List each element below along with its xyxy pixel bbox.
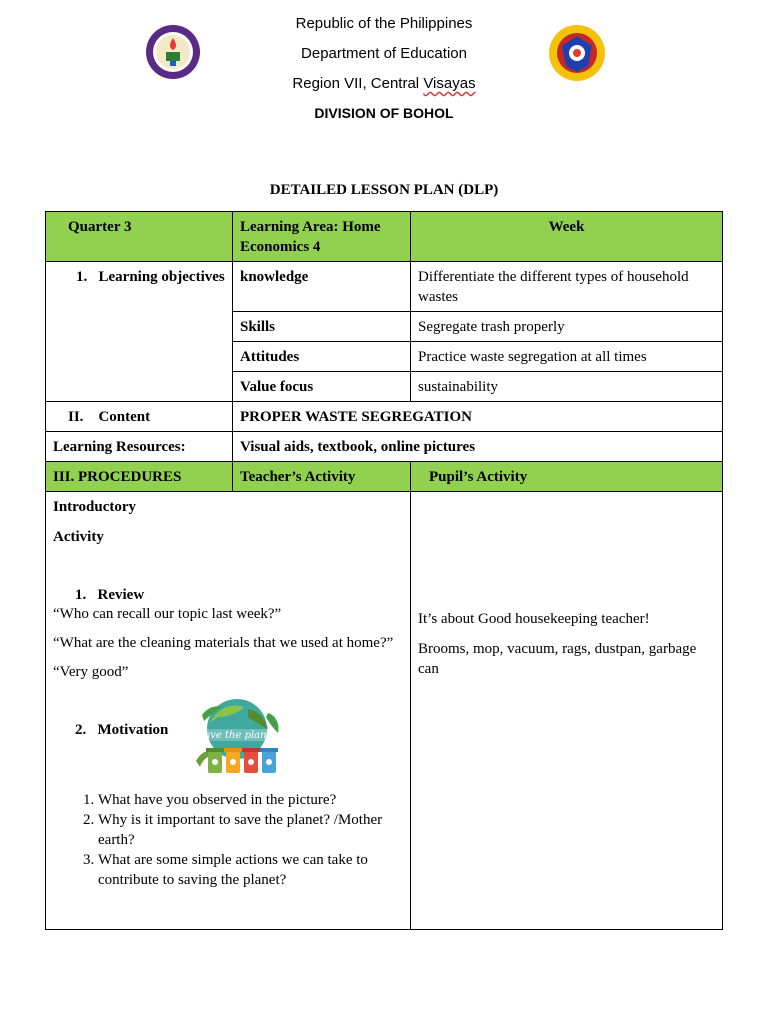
week-cell: Week	[410, 211, 723, 262]
review-heading	[53, 585, 403, 605]
letterhead	[0, 0, 768, 140]
objective-domain: Value focus	[232, 371, 411, 402]
content-label-text: Content	[98, 409, 151, 425]
intro-line-1: Introductory	[53, 499, 137, 515]
intro-line-2: Activity	[53, 529, 104, 545]
objective-domain: knowledge	[232, 261, 411, 312]
content-value: PROPER WASTE SEGREGATION	[232, 401, 723, 432]
motivation-questions	[53, 790, 403, 890]
procedures-header: III. PROCEDURES	[45, 461, 233, 492]
header-line-3-underlined: Visayas	[423, 75, 476, 92]
header-line-4: DIVISION OF BOHOL	[314, 105, 454, 121]
header-line-1: Republic of the Philippines	[295, 15, 473, 32]
question-item: 3. What are some simple actions we can take to contribute to saving the planet?	[98, 850, 403, 890]
question-item: 1. What have you observed in the picture?	[98, 790, 403, 810]
pupil-activity-header: Pupil’s Activity	[410, 461, 723, 492]
header-line-3-prefix: Region VII, Central	[292, 75, 424, 92]
quarter-cell: Quarter 3	[45, 211, 233, 262]
review-label: Review	[97, 587, 145, 603]
save-the-planet-image	[188, 695, 286, 779]
lesson-plan-table	[45, 211, 723, 930]
resources-value: Visual aids, textbook, online pictures	[232, 431, 723, 462]
objective-text: Differentiate the different types of household wastes	[410, 261, 723, 312]
objective-text: Practice waste segregation at all times	[410, 341, 723, 372]
objective-text: Segregate trash properly	[410, 311, 723, 342]
objective-domain: Skills	[232, 311, 411, 342]
motivation-number: 2.	[75, 722, 87, 738]
pupil-answer: Brooms, mop, vacuum, rags, dustpan, garbage can	[418, 641, 697, 677]
review-line: “Who can recall our topic last week?”	[53, 606, 282, 622]
objectives-number: 1.	[76, 269, 88, 285]
content-number: II.	[68, 409, 84, 425]
objectives-label-text: Learning objectives	[98, 269, 225, 285]
bayuan-colleges-seal-icon	[548, 24, 606, 82]
teacher-activity-header: Teacher’s Activity	[232, 461, 411, 492]
content-label	[45, 401, 233, 432]
pupil-answer: It’s about Good housekeeping teacher!	[418, 611, 650, 627]
review-number: 1.	[75, 587, 87, 603]
learning-objectives-label	[45, 261, 233, 402]
header-line-3	[0, 75, 768, 92]
pupil-activity-cell	[410, 491, 723, 930]
motivation-label: Motivation	[97, 722, 169, 738]
question-item: 2. Why is it important to save the planet? /Mother earth?	[98, 810, 403, 850]
objective-text: sustainability	[410, 371, 723, 402]
review-line: “Very good”	[53, 664, 129, 680]
learning-area-cell: Learning Area: Home Economics 4	[232, 211, 411, 262]
image-caption: Save the planet	[197, 730, 277, 741]
page-title: DETAILED LESSON PLAN (DLP)	[269, 182, 499, 198]
resources-label: Learning Resources:	[45, 431, 233, 462]
header-line-2: Department of Education	[301, 45, 467, 62]
review-line: “What are the cleaning materials that we used at home?”	[53, 635, 394, 651]
objective-domain: Attitudes	[232, 341, 411, 372]
